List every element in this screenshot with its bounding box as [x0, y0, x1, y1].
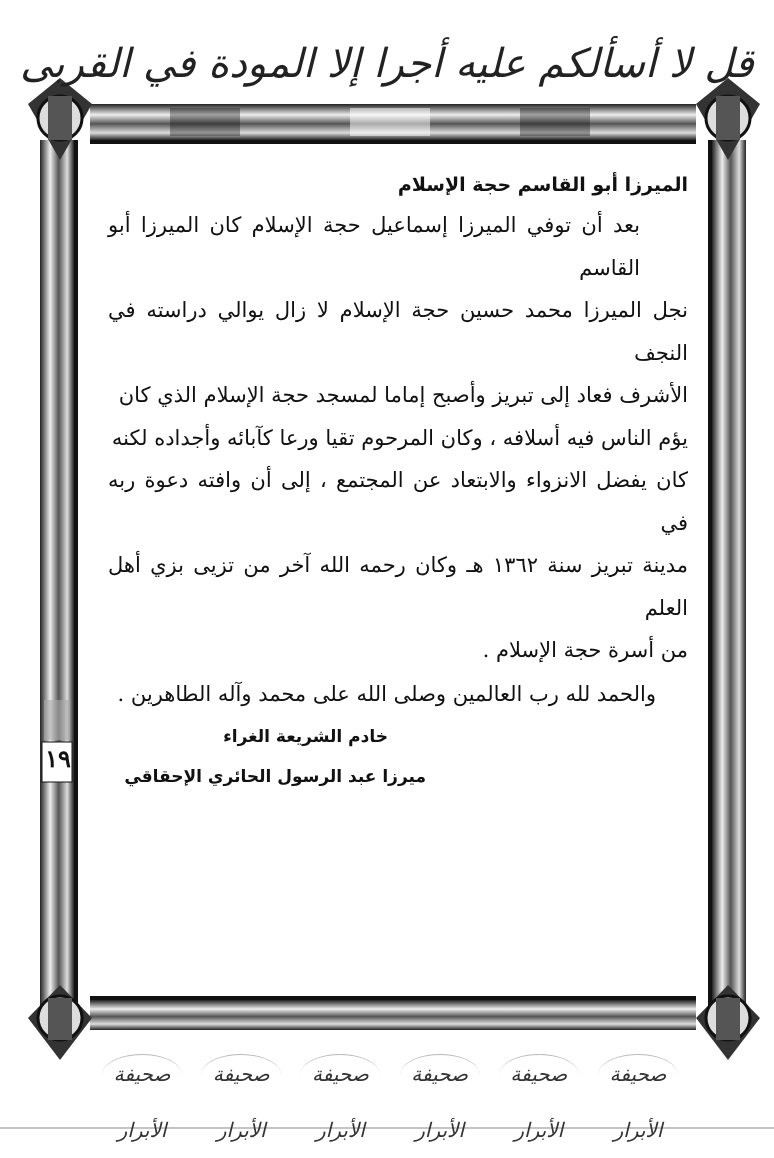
- frame-top-bar: [90, 104, 696, 144]
- footer-ornament: صحيفة الأبرار: [294, 1046, 386, 1102]
- paragraph-line: كان يفضل الانزواء والابتعاد عن المجتمع ، إلى أن وافته دعوة ربه في: [108, 468, 688, 535]
- section-heading: الميرزا أبو القاسم حجة الإسلام: [397, 174, 688, 196]
- footer-ornament: صحيفة الأبرار: [96, 1046, 188, 1102]
- footer-ornament: صحيفة الأبرار: [195, 1046, 287, 1102]
- frame-right-bar: [708, 140, 746, 1010]
- paragraph-line: بعد أن توفي الميرزا إسماعيل حجة الإسلام كان الميرزا أبو القاسم: [108, 213, 640, 280]
- footer-ornament: صحيفة الأبرار: [592, 1046, 684, 1102]
- closing-line: والحمد لله رب العالمين وصلى الله على محمد وآله الطاهرين .: [117, 681, 656, 706]
- paragraph-line: الأشرف فعاد إلى تبريز وأصبح إماما لمسجد حجة الإسلام الذي كان: [118, 383, 688, 407]
- paragraph-line: من أسرة حجة الإسلام .: [482, 638, 688, 662]
- signature-title: خادم الشريعة الغراء: [223, 726, 388, 747]
- page-number: ١٩: [45, 744, 71, 773]
- frame-left-bar: [40, 140, 78, 1010]
- body-paragraph: [108, 204, 688, 672]
- footer-ornament-row: [96, 1046, 684, 1142]
- corner-ornament-bottom-left: [28, 985, 92, 1060]
- footer-ornament: صحيفة الأبرار: [394, 1046, 486, 1102]
- paragraph-line: يؤم الناس فيه أسلافه ، وكان المرحوم تقيا ورعا كآبائه وأجداده لكنه: [111, 425, 688, 450]
- paragraph-line: نجل الميرزا محمد حسين حجة الإسلام لا زال يوالي دراسته في النجف: [108, 298, 688, 365]
- signature-name: ميرزا عبد الرسول الحائري الإحقاقي: [124, 766, 426, 787]
- header-calligraphy: قل لا أسألكم عليه أجرا إلا المودة في القربى: [20, 41, 754, 87]
- footer-ornament: صحيفة الأبرار: [493, 1046, 585, 1102]
- frame-bottom-bar: [90, 996, 696, 1030]
- paragraph-line: مدينة تبريز سنة ١٣٦٢ هـ وكان رحمه الله آخر من تزيى بزي أهل العلم: [108, 553, 688, 620]
- corner-ornament-bottom-right: [696, 985, 760, 1060]
- page-content: [108, 168, 688, 794]
